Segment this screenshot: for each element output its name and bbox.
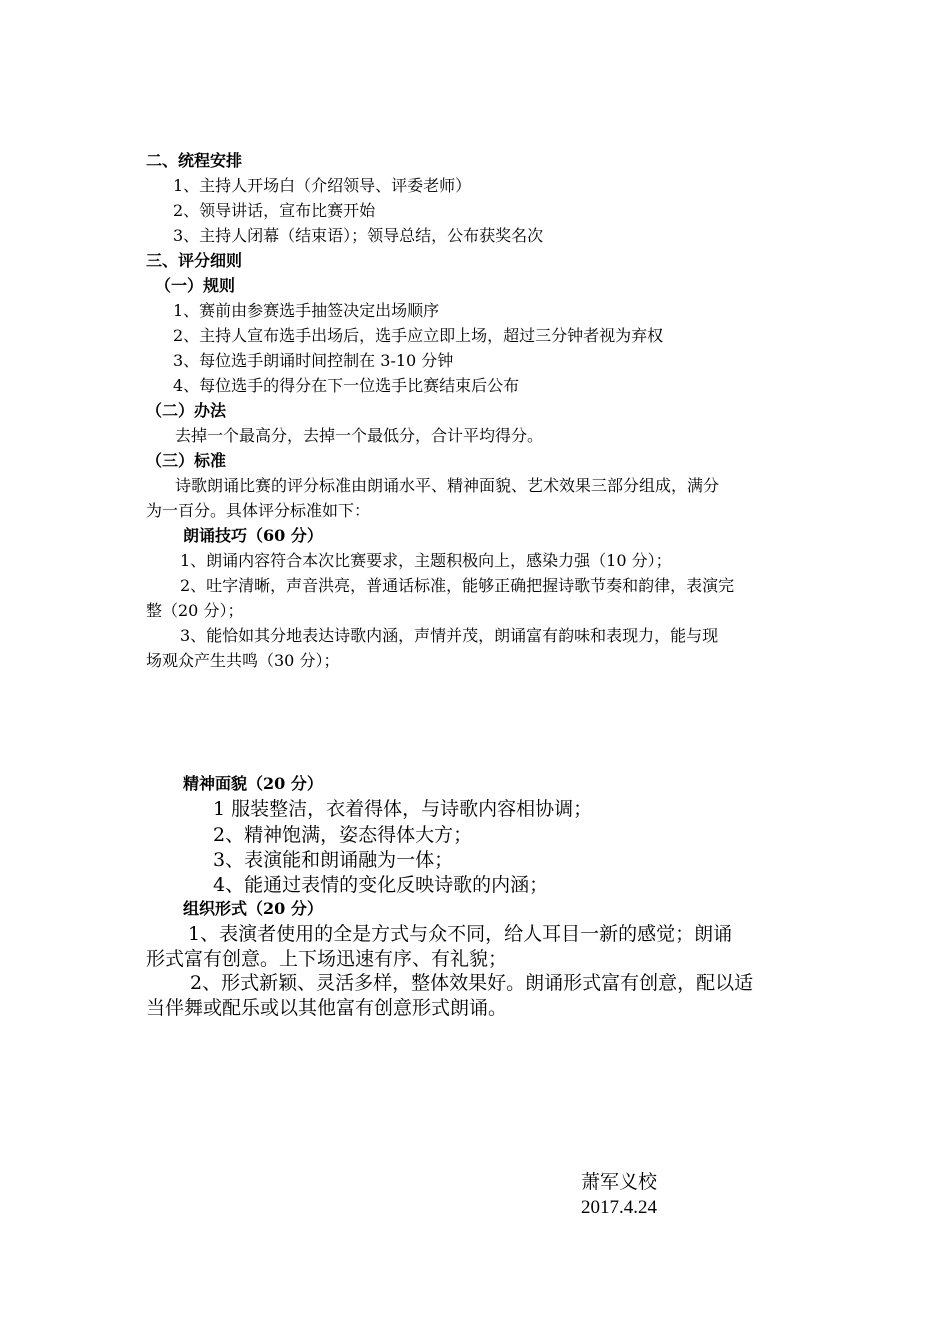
section-2-heading: 二、统程安排 xyxy=(146,151,243,170)
spirit-item-3: 3、表演能和朗诵融为一体； xyxy=(213,849,454,871)
form-heading: 组织形式（20 分） xyxy=(183,899,323,918)
form-item-2-line-1: 2、形式新颖、灵活多样，整体效果好。朗诵形式富有创意，配以适 xyxy=(190,972,754,994)
rule-item-1: 1、赛前由参赛选手抽签决定出场顺序 xyxy=(173,301,440,320)
skill-item-2-line-1: 2、吐字清晰，声音洪亮，普通话标准，能够正确把握诗歌节奏和韵律，表演完 xyxy=(180,576,735,595)
skill-item-3-line-1: 3、能恰如其分地表达诗歌内涵，声情并茂，朗诵富有韵味和表现力，能与现 xyxy=(180,626,719,645)
schedule-item-2: 2、领导讲话，宣布比赛开始 xyxy=(173,201,376,220)
rule-item-2: 2、主持人宣布选手出场后，选手应立即上场，超过三分钟者视为弃权 xyxy=(173,326,664,345)
form-item-1-line-1: 1、表演者使用的全是方式与众不同，给人耳目一新的感觉；朗诵 xyxy=(188,923,733,945)
section-3-heading: 三、评分细则 xyxy=(146,251,243,270)
form-item-1-line-2: 形式富有创意。上下场迅速有序、有礼貌； xyxy=(146,948,508,970)
skill-item-2-line-2: 整（20 分）； xyxy=(146,601,244,620)
skill-item-3-line-2: 场观众产生共鸣（30 分）； xyxy=(146,651,340,670)
skill-heading: 朗诵技巧（60 分） xyxy=(183,526,323,545)
method-text: 去掉一个最高分，去掉一个最低分，合计平均得分。 xyxy=(175,426,544,445)
signature-date: 2017.4.24 xyxy=(581,1197,657,1218)
schedule-item-1: 1、主持人开场白（介绍领导、评委老师） xyxy=(173,176,472,195)
rule-item-3: 3、每位选手朗诵时间控制在 3-10 分钟 xyxy=(173,351,454,370)
standard-intro-line-2: 为一百分。具体评分标准如下： xyxy=(146,501,371,520)
standard-heading: （三）标准 xyxy=(146,451,227,470)
spirit-item-4: 4、能通过表情的变化反映诗歌的内涵； xyxy=(213,874,549,896)
signature-school: 萧军义校 xyxy=(581,1172,658,1193)
spirit-item-1: 1 服装整洁，衣着得体，与诗歌内容相协调； xyxy=(213,798,593,820)
form-item-2-line-2: 当伴舞或配乐或以其他富有创意形式朗诵。 xyxy=(146,997,508,1019)
method-heading: （二）办法 xyxy=(146,401,227,420)
standard-intro-line-1: 诗歌朗诵比赛的评分标准由朗诵水平、精神面貌、艺术效果三部分组成，满分 xyxy=(175,476,720,495)
rules-heading: （一）规则 xyxy=(155,276,236,295)
spirit-item-2: 2、精神饱满，姿态得体大方； xyxy=(213,824,473,846)
skill-item-1: 1、朗诵内容符合本次比赛要求，主题积极向上，感染力强（10 分）； xyxy=(180,551,672,570)
spirit-heading: 精神面貌（20 分） xyxy=(183,774,323,793)
rule-item-4: 4、每位选手的得分在下一位选手比赛结束后公布 xyxy=(173,376,520,395)
schedule-item-3: 3、主持人闭幕（结束语）；领导总结，公布获奖名次 xyxy=(173,226,544,245)
